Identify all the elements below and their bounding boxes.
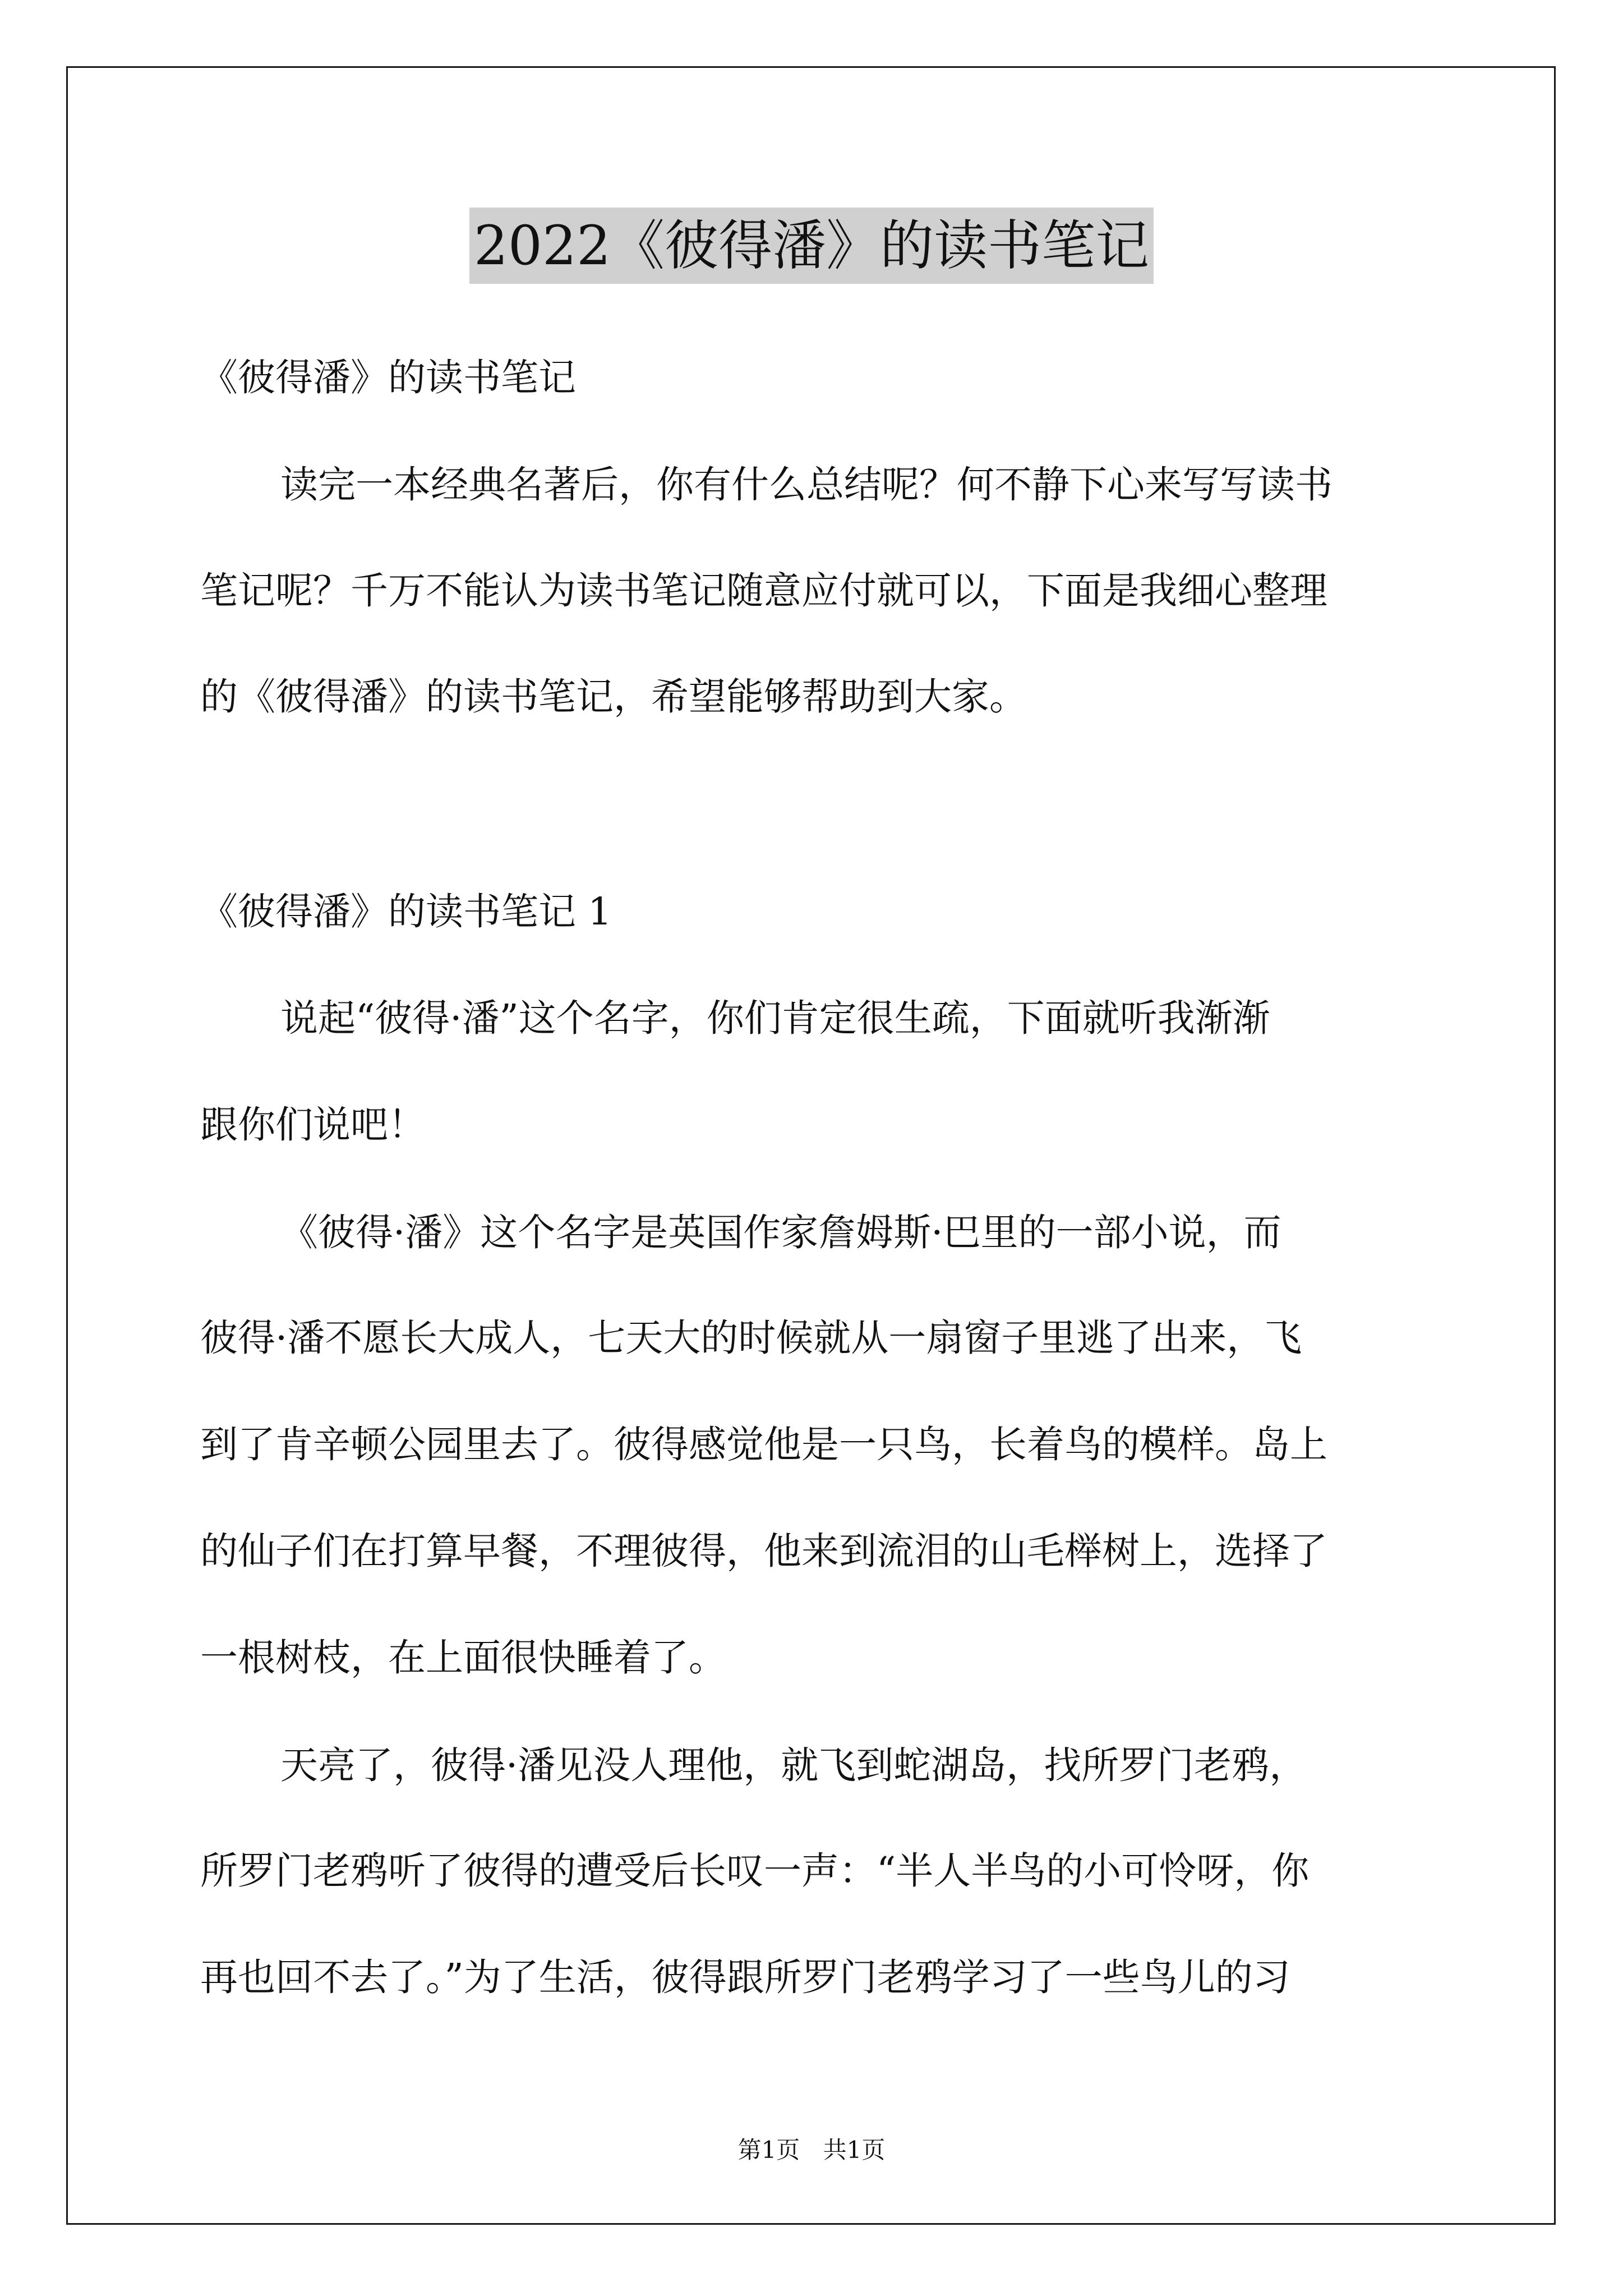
paragraph-line: 跟你们说吧！ bbox=[200, 1103, 426, 1147]
paragraph-line: 笔记呢？千万不能认为读书笔记随意应付就可以，下面是我细心整理 bbox=[200, 569, 1327, 613]
subtitle: 《彼得潘》的读书笔记 bbox=[200, 356, 576, 399]
document-title: 2022《彼得潘》的读书笔记 bbox=[469, 208, 1154, 284]
page-total: 共1页 bbox=[823, 2136, 886, 2164]
page-footer bbox=[0, 2132, 1623, 2165]
paragraph-line: 到了肯辛顿公园里去了。彼得感觉他是一只鸟，长着鸟的模样。岛上 bbox=[200, 1423, 1327, 1466]
paragraph-line: 的仙子们在打算早餐，不理彼得，他来到流泪的山毛榉树上，选择了 bbox=[200, 1529, 1327, 1573]
paragraph-line: 《彼得·潘》这个名字是英国作家詹姆斯·巴里的一部小说，而 bbox=[280, 1211, 1281, 1254]
paragraph-line: 一根树枝，在上面很快睡着了。 bbox=[200, 1636, 726, 1680]
paragraph-line: 说起“彼得·潘”这个名字，你们肯定很生疏，下面就听我渐渐 bbox=[280, 996, 1270, 1040]
paragraph-line: 读完一本经典名著后，你有什么总结呢？何不静下心来写写读书 bbox=[280, 463, 1332, 507]
paragraph-line: 彼得·潘不愿长大成人，七天大的时候就从一扇窗子里逃了出来，飞 bbox=[200, 1316, 1302, 1360]
page-number: 第1页 bbox=[737, 2136, 800, 2164]
paragraph-line: 的《彼得潘》的读书笔记，希望能够帮助到大家。 bbox=[200, 675, 1027, 719]
paragraph-line: 所罗门老鸦听了彼得的遭受后长叹一声：“半人半鸟的小可怜呀，你 bbox=[200, 1849, 1310, 1893]
paragraph-line: 再也回不去了。”为了生活，彼得跟所罗门老鸦学习了一些鸟儿的习 bbox=[200, 1955, 1290, 1999]
paragraph-line: 天亮了，彼得·潘见没人理他，就飞到蛇湖岛，找所罗门老鸦， bbox=[280, 1743, 1307, 1787]
title-block bbox=[0, 208, 1623, 284]
section-heading: 《彼得潘》的读书笔记 1 bbox=[200, 890, 612, 933]
